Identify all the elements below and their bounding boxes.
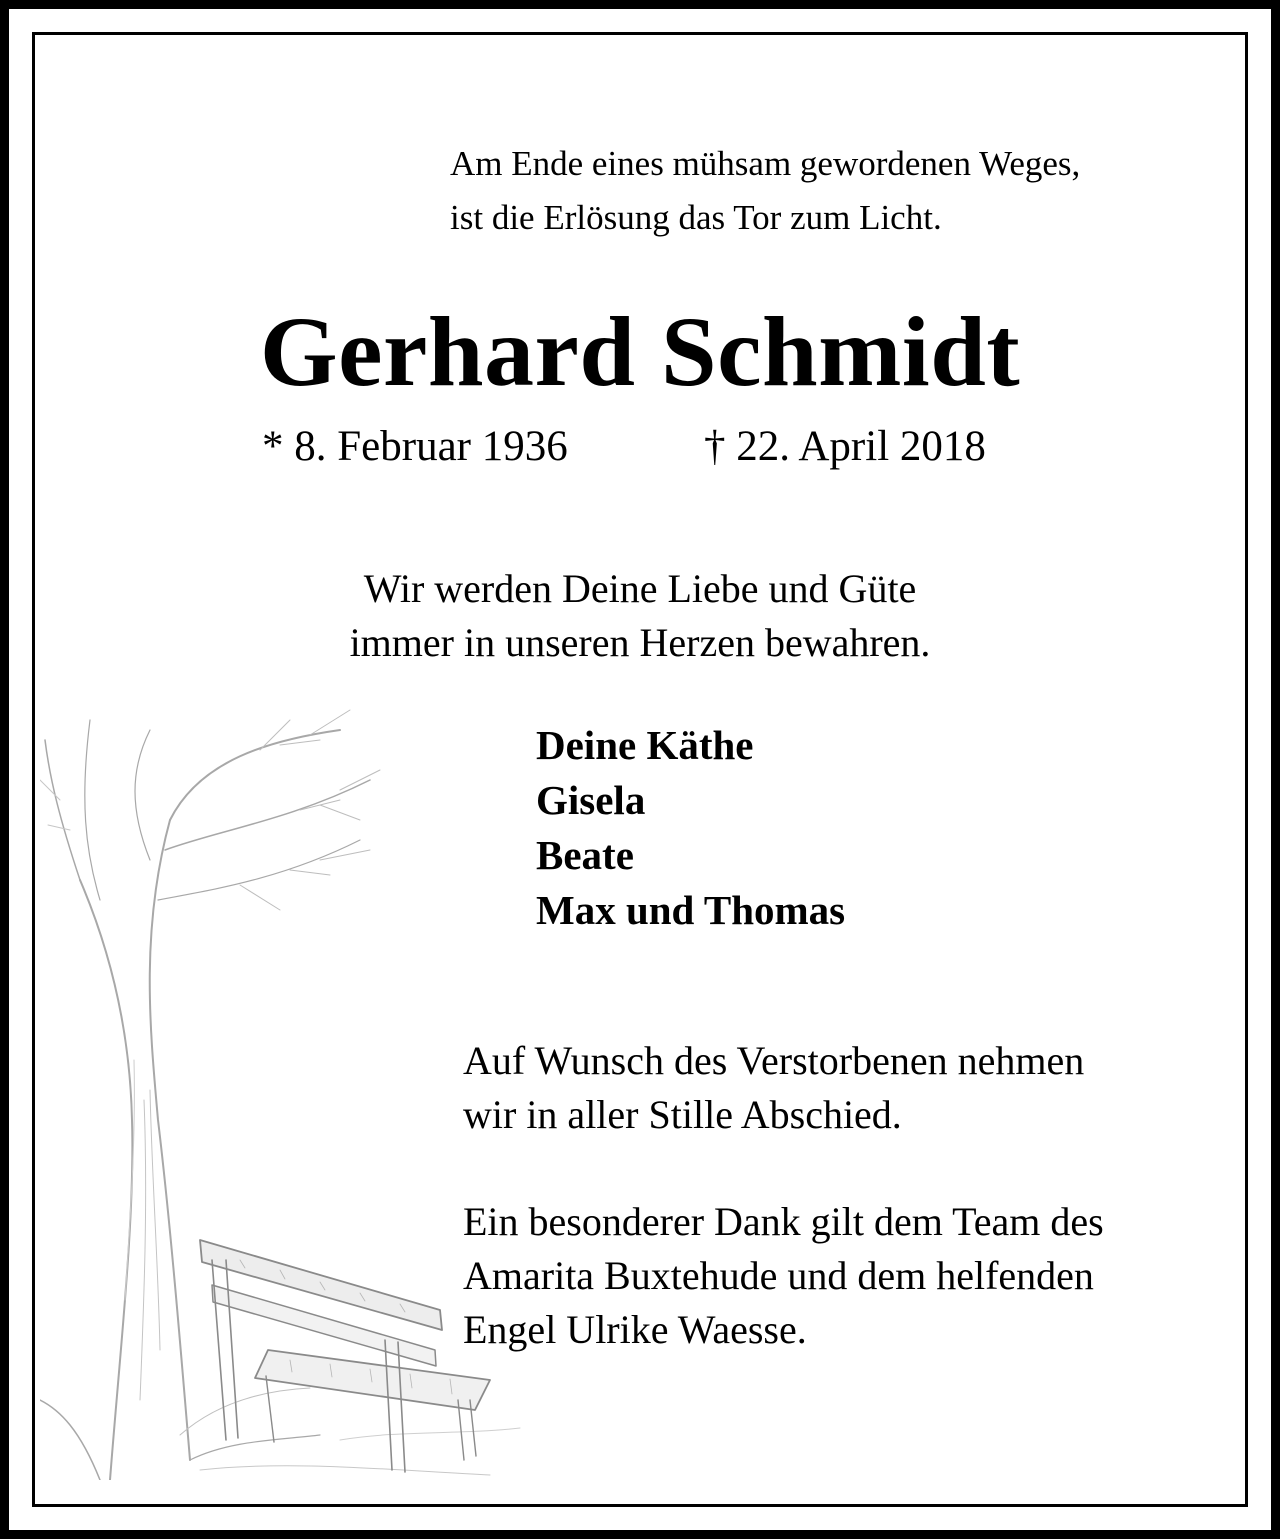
notice-line: Amarita Buxtehude und dem helfenden <box>463 1253 1094 1298</box>
mourner-name: Gisela <box>536 777 646 823</box>
mourner-name: Max und Thomas <box>536 887 846 933</box>
death-date: † 22. April 2018 <box>704 423 986 470</box>
deceased-name: Gerhard Schmidt <box>259 296 1021 407</box>
tribute-line: immer in unseren Herzen bewahren. <box>349 620 931 665</box>
tribute-text <box>0 562 1280 670</box>
funeral-notice <box>463 1034 1243 1142</box>
tribute-line: Wir werden Deine Liebe und Güte <box>363 566 917 611</box>
birth-date: * 8. Februar 1936 <box>262 423 568 470</box>
notice-line: wir in aller Stille Abschied. <box>463 1092 902 1137</box>
notice-line: Ein besonderer Dank gilt dem Team des <box>463 1199 1104 1244</box>
notice-line: Engel Ulrike Waesse. <box>463 1307 807 1352</box>
mourner-name: Beate <box>536 832 634 878</box>
thanks-notice <box>463 1195 1243 1357</box>
notice-line: Auf Wunsch des Verstorbenen nehmen <box>463 1038 1085 1083</box>
bench-drawing <box>200 1240 490 1472</box>
opening-verse <box>450 137 1230 245</box>
mourner-name: Deine Käthe <box>536 722 754 768</box>
verse-line: ist die Erlösung das Tor zum Licht. <box>450 198 942 237</box>
mourners-list <box>536 718 845 938</box>
verse-line: Am Ende eines mühsam gewordenen Weges, <box>450 144 1081 183</box>
